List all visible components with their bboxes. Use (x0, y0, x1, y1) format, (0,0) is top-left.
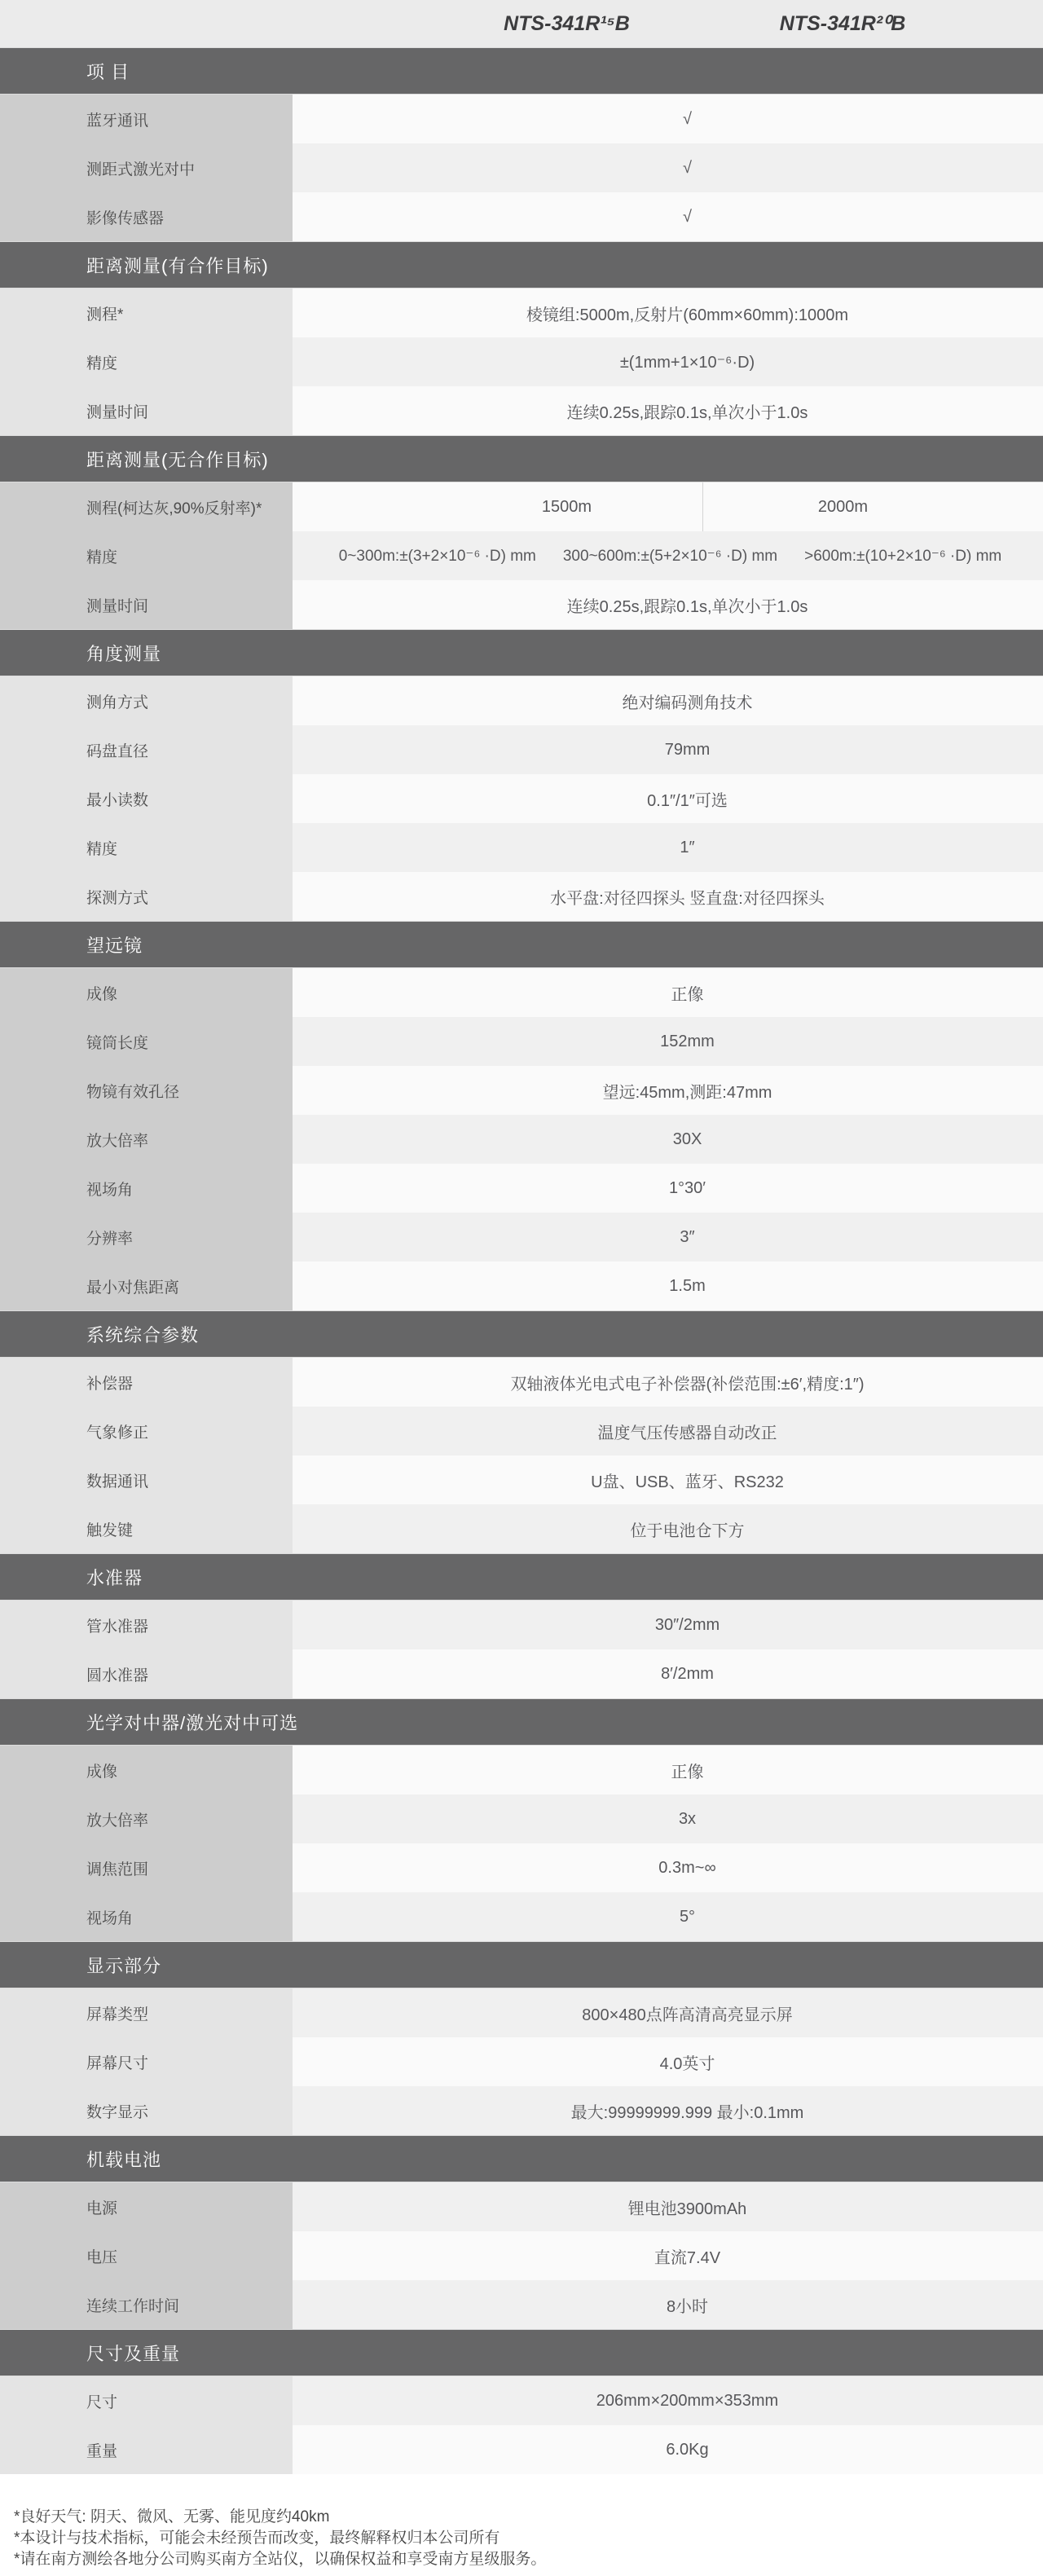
row-value (293, 2280, 1043, 2329)
row-label: 电源 (0, 2182, 293, 2231)
row-label: 测量时间 (0, 386, 293, 435)
row-value (293, 774, 1043, 823)
models-header (0, 0, 1043, 47)
value-text: √ (683, 207, 692, 226)
model-name-nts341r15b: NTS-341R¹⁵B (504, 11, 630, 35)
row-label: 测距式激光对中 (0, 143, 293, 192)
table-row (0, 1407, 1043, 1455)
table-row (0, 2376, 1043, 2425)
row-label: 触发键 (0, 1504, 293, 1553)
row-value (293, 1455, 1043, 1504)
table-row (0, 2086, 1043, 2135)
row-label: 探测方式 (0, 872, 293, 921)
value-segment: 0~300m:±(3+2×10⁻⁶ ·D) mm (338, 547, 536, 565)
value-text: 绝对编码测角技术 (622, 694, 753, 712)
value-text: 3″ (680, 1227, 695, 1246)
table-row (0, 2182, 1043, 2231)
row-label: 测程(柯达灰,90%反射率)* (0, 482, 293, 531)
table-row (0, 1455, 1043, 1504)
row-value (293, 1407, 1043, 1455)
table-row (0, 774, 1043, 823)
value-text: 温度气压传感器自动改正 (597, 1424, 777, 1442)
value-segment: 300~600m:±(5+2×10⁻⁶ ·D) mm (562, 547, 778, 565)
section-title: 显示部分 (86, 1955, 162, 1976)
section-title: 尺寸及重量 (86, 2343, 181, 2364)
value-text: 206mm×200mm×353mm (596, 2391, 779, 2410)
section-title: 机载电池 (86, 2149, 162, 2170)
row-value-col2 (702, 482, 1042, 531)
row-label: 管水准器 (0, 1601, 293, 1649)
value-text: 4.0英寸 (659, 2054, 715, 2073)
table-row (0, 192, 1043, 241)
section-title: 角度测量 (86, 643, 162, 664)
footnote-line: *良好天气: 阴天、微风、无雾、能见度约40km (14, 2508, 330, 2525)
value-text: √ (683, 109, 692, 128)
spec-section (0, 2329, 1043, 2474)
value-text: 锂电池3900mAh (627, 2200, 747, 2218)
row-value (293, 1017, 1043, 1066)
value-text: 位于电池仓下方 (630, 1521, 745, 1540)
value-text: 最大:99999999.999 最小:0.1mm (570, 2103, 804, 2122)
value-text: 152mm (660, 1032, 715, 1050)
value-text: 正像 (671, 985, 704, 1004)
row-value (293, 1649, 1043, 1698)
value-text: 连续0.25s,跟踪0.1s,单次小于1.0s (566, 597, 808, 616)
footnote-line: *本设计与技术指标，可能会未经预告而改变，最终解释权归本公司所有 (14, 2530, 500, 2547)
table-row (0, 1213, 1043, 1262)
spec-section (0, 47, 1043, 241)
value-text: 2000m (817, 497, 869, 516)
row-value (293, 288, 1043, 337)
table-row (0, 580, 1043, 629)
row-label: 尺寸 (0, 2376, 293, 2425)
section-title: 水准器 (86, 1567, 143, 1588)
table-row (0, 676, 1043, 725)
sections (0, 47, 1043, 2474)
row-label: 最小对焦距离 (0, 1262, 293, 1310)
section-title: 项 目 (86, 61, 130, 82)
spec-section (0, 629, 1043, 921)
models-header-spacer (0, 0, 293, 47)
value-text: 1500m (541, 497, 592, 516)
row-label: 测量时间 (0, 580, 293, 629)
value-text: 3x (678, 1809, 697, 1828)
row-value (293, 1213, 1043, 1262)
value-text: ±(1mm+1×10⁻⁶·D) (619, 353, 755, 372)
section-title: 距离测量(无合作目标) (86, 449, 269, 470)
row-value (293, 192, 1043, 241)
row-label: 连续工作时间 (0, 2280, 293, 2329)
row-value (293, 676, 1043, 725)
value-text: 双轴液体光电式电子补偿器(补偿范围:±6′,精度:1″) (510, 1375, 865, 1394)
row-value (293, 2425, 1043, 2474)
section-header-bar (0, 629, 1043, 676)
row-label: 最小读数 (0, 774, 293, 823)
row-label: 电压 (0, 2231, 293, 2280)
row-value (293, 2376, 1043, 2425)
value-text: 望远:45mm,测距:47mm (602, 1083, 772, 1102)
row-label: 精度 (0, 531, 293, 580)
row-label: 屏幕类型 (0, 1988, 293, 2037)
value-text: 30X (672, 1129, 702, 1148)
row-label: 数据通讯 (0, 1455, 293, 1504)
table-row (0, 1649, 1043, 1698)
table-row (0, 1892, 1043, 1941)
value-text: 8小时 (666, 2297, 709, 2316)
row-value (293, 1358, 1043, 1407)
value-text: 连续0.25s,跟踪0.1s,单次小于1.0s (566, 403, 808, 422)
section-title: 光学对中器/激光对中可选 (86, 1712, 299, 1733)
section-title: 距离测量(有合作目标) (86, 255, 269, 276)
row-label: 精度 (0, 337, 293, 386)
row-value (293, 1115, 1043, 1164)
spec-section (0, 435, 1043, 629)
row-label: 蓝牙通讯 (0, 95, 293, 143)
section-header-bar (0, 2135, 1043, 2182)
value-segment: >600m:±(10+2×10⁻⁶ ·D) mm (804, 547, 1002, 565)
table-row (0, 1164, 1043, 1213)
table-row (0, 1115, 1043, 1164)
row-value (293, 2037, 1043, 2086)
table-row (0, 1988, 1043, 2037)
section-title: 望远镜 (86, 935, 143, 956)
value-text: 水平盘:对径四探头 竖直盘:对径四探头 (550, 889, 825, 908)
row-label: 调焦范围 (0, 1843, 293, 1892)
model-column-2 (702, 0, 1042, 47)
value-text: 8′/2mm (661, 1664, 714, 1683)
row-value-col1 (293, 482, 702, 531)
row-value (293, 1746, 1043, 1794)
table-row (0, 386, 1043, 435)
row-value (293, 2182, 1043, 2231)
row-value (293, 823, 1043, 872)
table-row (0, 968, 1043, 1017)
value-text: 1.5m (669, 1276, 706, 1295)
value-text: 1″ (680, 838, 695, 856)
row-value (293, 1164, 1043, 1213)
table-row (0, 531, 1043, 580)
value-text: 0.3m~∞ (658, 1858, 716, 1877)
model-column-1 (293, 0, 702, 47)
row-value (293, 872, 1043, 921)
table-row (0, 1746, 1043, 1794)
table-row (0, 1843, 1043, 1892)
row-value (293, 1262, 1043, 1310)
row-value (293, 1843, 1043, 1892)
row-label: 数字显示 (0, 2086, 293, 2135)
row-value (293, 1066, 1043, 1115)
table-row (0, 1066, 1043, 1115)
row-label: 补偿器 (0, 1358, 293, 1407)
row-label: 镜筒长度 (0, 1017, 293, 1066)
section-header-bar (0, 1941, 1043, 1988)
section-header-bar (0, 47, 1043, 95)
row-value (293, 2086, 1043, 2135)
row-label: 气象修正 (0, 1407, 293, 1455)
value-text: 0.1″/1″可选 (647, 791, 728, 810)
row-value (293, 1601, 1043, 1649)
value-text: √ (683, 158, 692, 177)
row-label: 码盘直径 (0, 725, 293, 774)
row-label: 影像传感器 (0, 192, 293, 241)
value-text: 30″/2mm (654, 1615, 720, 1634)
value-text: 6.0Kg (666, 2440, 709, 2459)
table-row (0, 823, 1043, 872)
row-label: 成像 (0, 1746, 293, 1794)
row-value (293, 143, 1043, 192)
table-row (0, 337, 1043, 386)
row-label: 圆水准器 (0, 1649, 293, 1698)
model-name-nts341r20b: NTS-341R²⁰B (779, 12, 906, 35)
section-header-bar (0, 1698, 1043, 1746)
row-label: 视场角 (0, 1164, 293, 1213)
table-row (0, 2280, 1043, 2329)
value-text: 79mm (664, 740, 711, 759)
section-header-bar (0, 1310, 1043, 1358)
table-row (0, 725, 1043, 774)
row-label: 放大倍率 (0, 1794, 293, 1843)
section-header-bar (0, 2329, 1043, 2376)
table-row (0, 143, 1043, 192)
row-value (293, 1794, 1043, 1843)
row-label: 物镜有效孔径 (0, 1066, 293, 1115)
row-value (293, 2231, 1043, 2280)
table-row (0, 1017, 1043, 1066)
row-value (293, 482, 1043, 531)
table-row (0, 482, 1043, 531)
table-row (0, 2425, 1043, 2474)
row-value (293, 968, 1043, 1017)
row-label: 视场角 (0, 1892, 293, 1941)
value-text: 正像 (671, 1763, 704, 1781)
row-label: 测程* (0, 288, 293, 337)
table-row (0, 1504, 1043, 1553)
table-row (0, 1358, 1043, 1407)
table-row (0, 1601, 1043, 1649)
row-label: 放大倍率 (0, 1115, 293, 1164)
value-text: 1°30′ (668, 1178, 706, 1197)
value-text: 800×480点阵高清高亮显示屏 (582, 2006, 793, 2024)
value-text: 直流7.4V (654, 2248, 721, 2267)
row-label: 测角方式 (0, 676, 293, 725)
row-label: 成像 (0, 968, 293, 1017)
footnote-line: *请在南方测绘各地分公司购买南方全站仪，以确保权益和享受南方星级服务。 (14, 2551, 547, 2568)
section-header-bar (0, 241, 1043, 288)
spec-section (0, 241, 1043, 435)
spec-section (0, 1941, 1043, 2135)
row-value (293, 337, 1043, 386)
row-value (293, 1892, 1043, 1941)
row-value (293, 1988, 1043, 2037)
section-header-bar (0, 1553, 1043, 1601)
table-row (0, 288, 1043, 337)
table-row (0, 2037, 1043, 2086)
row-value (293, 1504, 1043, 1553)
row-value (293, 95, 1043, 143)
table-row (0, 872, 1043, 921)
row-value (293, 580, 1043, 629)
section-header-bar (0, 921, 1043, 968)
row-label: 屏幕尺寸 (0, 2037, 293, 2086)
table-row (0, 1262, 1043, 1310)
table-row (0, 1794, 1043, 1843)
spec-section (0, 1698, 1043, 1941)
value-text: U盘、USB、蓝牙、RS232 (591, 1473, 784, 1491)
row-value (293, 725, 1043, 774)
row-value (293, 386, 1043, 435)
row-label: 精度 (0, 823, 293, 872)
section-header-bar (0, 435, 1043, 482)
spec-section (0, 921, 1043, 1310)
row-value (293, 531, 1043, 580)
spec-section (0, 2135, 1043, 2329)
value-text: 5° (679, 1907, 696, 1926)
value-text: 棱镜组:5000m,反射片(60mm×60mm):1000m (526, 306, 849, 324)
spec-section (0, 1553, 1043, 1698)
row-label: 分辨率 (0, 1213, 293, 1262)
table-row (0, 95, 1043, 143)
spec-section (0, 1310, 1043, 1553)
row-label: 重量 (0, 2425, 293, 2474)
section-title: 系统综合参数 (86, 1324, 200, 1345)
footnotes (0, 2507, 1043, 2570)
table-row (0, 2231, 1043, 2280)
